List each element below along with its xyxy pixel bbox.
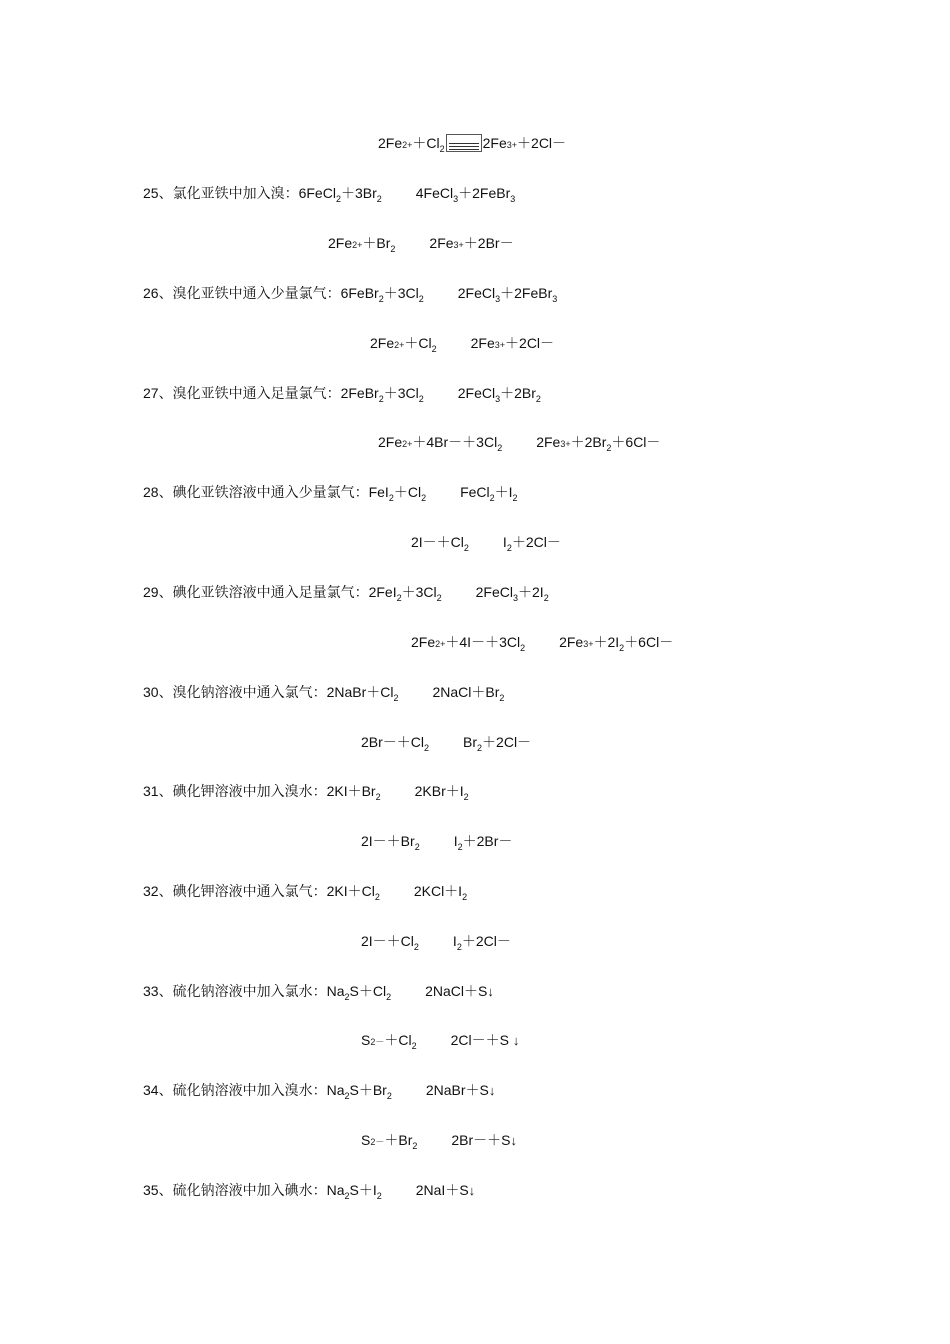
formula-text: 2NaI＋S (415, 1182, 469, 1198)
equation-line (361, 931, 511, 951)
equation-line (143, 1180, 475, 1201)
equation-line (143, 881, 467, 901)
formula-text: ＋2FeBr (458, 185, 511, 201)
formula-text: S (361, 1032, 371, 1048)
formula-text: 2KI＋Cl (326, 883, 375, 899)
item-number: 32、 (143, 883, 173, 899)
equation-line (361, 732, 531, 752)
formula-text: ＋2Br (570, 434, 607, 450)
subscript: 2 (388, 493, 394, 503)
formula-text: ＋2Br－ (462, 833, 513, 849)
subscript: 2 (456, 942, 462, 952)
subscript: 2 (497, 443, 503, 453)
formula-text: 2NaBr＋S (425, 1082, 489, 1098)
formula-text: 2KCl＋I (413, 883, 463, 899)
formula-text: ＋2Br (500, 385, 536, 401)
item-number: 34、 (143, 1082, 173, 1098)
subscript: 2 (344, 992, 350, 1002)
formula-text: ＋I (494, 484, 513, 500)
formula-text: 2FeCl (475, 584, 513, 600)
equation-line (328, 233, 514, 253)
subscript: 2 (378, 294, 384, 304)
subscript: 3 (510, 194, 516, 204)
precipitate-arrow-icon: ↓ (488, 1083, 496, 1098)
formula-text: Na (326, 1082, 345, 1098)
equation-line (143, 183, 515, 203)
charge: 3+ (453, 240, 464, 250)
reaction-label: 碘化钾溶液中加入溴水： (172, 783, 327, 799)
reaction-label: 溴化亚铁中通入足量氯气： (172, 385, 341, 401)
subscript: 2 (463, 792, 469, 802)
equation-line (143, 781, 469, 801)
subscript: 2 (489, 493, 495, 503)
equation-line (143, 283, 557, 303)
subscript: 2 (414, 842, 420, 852)
subscript: 2 (477, 743, 483, 753)
precipitate-arrow-icon: ↓ (510, 1133, 517, 1148)
formula-text: ＋Cl (393, 484, 422, 500)
formula-text: FeI (368, 484, 389, 500)
item-number: 25、 (143, 185, 173, 201)
formula-text: 2FeCl (457, 285, 496, 301)
subscript: 2 (411, 1041, 417, 1051)
subscript: 2 (335, 194, 341, 204)
charge: 3+ (494, 340, 506, 350)
subscript: 2 (344, 1191, 350, 1201)
subscript: 2 (374, 892, 380, 902)
equation-line (143, 482, 518, 502)
formula-text: ＋Cl (384, 1032, 412, 1048)
subscript: 2 (386, 992, 392, 1002)
formula-text: ＋2FeBr (500, 285, 553, 301)
charge: 2－ (370, 1037, 385, 1047)
formula-text: 2Fe (378, 135, 403, 151)
equation-line (361, 831, 512, 851)
subscript: 2 (535, 394, 541, 404)
subscript: 2 (390, 244, 396, 254)
subscript: 3 (552, 294, 558, 304)
charge: 2+ (402, 140, 413, 150)
formula-text: 2Br－＋Cl (361, 734, 425, 750)
subscript: 2 (421, 493, 427, 503)
subscript: 2 (386, 1091, 392, 1101)
formula-text: 2NaBr＋Cl (326, 684, 394, 700)
subscript: 2 (378, 394, 384, 404)
charge: 2+ (352, 240, 363, 250)
reaction-label: 碘化亚铁溶液中通入少量氯气： (172, 484, 369, 500)
reaction-label: 硫化钠溶液中加入氯水： (172, 983, 327, 999)
subscript: 2 (424, 743, 430, 753)
equation-line (361, 1030, 519, 1051)
item-number: 27、 (143, 385, 173, 401)
subscript: 2 (619, 643, 625, 653)
formula-text: 2FeCl (457, 385, 496, 401)
item-number: 26、 (143, 285, 173, 301)
equation-line (143, 1080, 495, 1101)
formula-text: Na (326, 983, 345, 999)
formula-text: ＋Cl (404, 335, 432, 351)
reaction-label: 碘化钾溶液中通入氯气： (172, 883, 327, 899)
formula-text: 2Cl－＋S (450, 1032, 513, 1048)
formula-text: 6FeCl (298, 185, 336, 201)
formula-text: FeCl (460, 484, 490, 500)
formula-text: 4FeCl (415, 185, 454, 201)
charge: 2+ (402, 439, 413, 449)
formula-text: ＋2Br－ (463, 235, 514, 251)
formula-text: 2Fe (370, 335, 395, 351)
reaction-label: 氯化亚铁中加入溴： (172, 185, 299, 201)
charge: 2+ (435, 639, 446, 649)
formula-text: 2I－＋Cl (361, 933, 414, 949)
reaction-label: 硫化钠溶液中加入溴水： (172, 1082, 327, 1098)
formula-text: ＋3Cl (383, 285, 419, 301)
equals-sign-icon (446, 134, 482, 152)
formula-text: 2FeBr (340, 385, 379, 401)
subscript: 2 (506, 543, 512, 553)
item-number: 35、 (143, 1182, 173, 1198)
subscript: 2 (436, 593, 442, 603)
subscript: 2 (606, 443, 612, 453)
formula-text: 2Fe (536, 434, 561, 450)
subscript: 2 (439, 144, 445, 154)
equation-line (143, 682, 504, 702)
reaction-label: 溴化钠溶液中通入氯气： (172, 684, 327, 700)
formula-text: 2Fe (482, 135, 507, 151)
formula-text: S＋Br (349, 1082, 387, 1098)
equation-line (143, 582, 549, 602)
formula-text: ＋4Br－＋3Cl (412, 434, 498, 450)
subscript: 2 (499, 693, 505, 703)
formula-text: ＋2Cl－ (461, 933, 511, 949)
formula-text: I (453, 833, 458, 849)
item-number: 33、 (143, 983, 173, 999)
formula-text: 2Fe (429, 235, 454, 251)
formula-text: Br (463, 734, 478, 750)
subscript: 2 (457, 842, 463, 852)
formula-text: S (361, 1132, 371, 1148)
formula-text: ＋Br (362, 235, 391, 251)
formula-text: 2I－＋Cl (411, 534, 464, 550)
equation-line (361, 1130, 517, 1151)
charge: 3+ (560, 439, 571, 449)
subscript: 2 (512, 493, 518, 503)
equation-line (378, 432, 660, 452)
formula-text: ＋2Cl－ (517, 135, 567, 151)
charge: 3+ (583, 639, 594, 649)
subscript: 3 (495, 294, 501, 304)
equation-line (143, 383, 541, 403)
subscript: 2 (396, 593, 402, 603)
subscript: 3 (513, 593, 519, 603)
formula-text: ＋3Cl (383, 385, 419, 401)
formula-text: I (452, 933, 457, 949)
subscript: 2 (412, 1141, 418, 1151)
formula-text: S＋I (349, 1182, 377, 1198)
reaction-label: 碘化亚铁溶液中通入足量氯气： (172, 584, 369, 600)
subscript: 2 (413, 942, 419, 952)
formula-text: ＋4I－＋3Cl (445, 634, 521, 650)
item-number: 29、 (143, 584, 173, 600)
equation-line (378, 133, 566, 153)
formula-text: 2Fe (559, 634, 584, 650)
subscript: 2 (376, 194, 382, 204)
subscript: 2 (418, 294, 424, 304)
subscript: 2 (376, 1191, 382, 1201)
formula-text: 2Fe (411, 634, 436, 650)
formula-text: ＋2Cl－ (511, 534, 561, 550)
subscript: 2 (520, 643, 526, 653)
formula-text: ＋3Br (340, 185, 377, 201)
formula-text: 2Fe (378, 434, 403, 450)
subscript: 2 (431, 344, 437, 354)
item-number: 31、 (143, 783, 173, 799)
formula-text: 2Br－＋S (451, 1132, 511, 1148)
equation-line (370, 333, 554, 353)
formula-text: ＋6Cl－ (611, 434, 661, 450)
equation-line (411, 532, 561, 552)
reaction-label: 硫化钠溶液中加入碘水： (172, 1182, 327, 1198)
subscript: 2 (462, 892, 468, 902)
formula-text: S＋Cl (349, 983, 387, 999)
formula-text: 2Fe (328, 235, 353, 251)
formula-text: ＋2I (593, 634, 620, 650)
item-number: 30、 (143, 684, 173, 700)
formula-text: Na (326, 1182, 345, 1198)
formula-text: 2I－＋Br (361, 833, 415, 849)
subscript: 2 (418, 394, 424, 404)
equation-line (411, 632, 673, 652)
reaction-label: 溴化亚铁中通入少量氯气： (172, 285, 341, 301)
formula-text: ＋2I (518, 584, 544, 600)
subscript: 2 (344, 1091, 350, 1101)
formula-text: 2NaCl＋S (425, 983, 488, 999)
precipitate-arrow-icon: ↓ (487, 984, 494, 999)
charge: 3+ (506, 140, 518, 150)
formula-text: 6FeBr (340, 285, 379, 301)
formula-text: 2FeI (368, 584, 397, 600)
subscript: 2 (375, 792, 381, 802)
formula-text: ＋Br (384, 1132, 413, 1148)
formula-text: ＋Cl (412, 135, 440, 151)
formula-text: 2Fe (470, 335, 495, 351)
formula-text: ＋6Cl－ (624, 634, 674, 650)
subscript: 3 (453, 194, 459, 204)
subscript: 3 (495, 394, 501, 404)
item-number: 28、 (143, 484, 173, 500)
subscript: 2 (463, 543, 469, 553)
formula-text: ＋3Cl (401, 584, 437, 600)
subscript: 2 (543, 593, 549, 603)
formula-text: ＋2Cl－ (482, 734, 532, 750)
formula-text: 2KI＋Br (326, 783, 376, 799)
equation-line (143, 981, 494, 1002)
formula-text: I (502, 534, 507, 550)
formula-text: 2NaCl＋Br (432, 684, 500, 700)
formula-text: 2KBr＋I (414, 783, 464, 799)
precipitate-arrow-icon: ↓ (512, 1033, 520, 1048)
formula-text: ＋2Cl－ (505, 335, 555, 351)
charge: 2－ (370, 1137, 385, 1147)
precipitate-arrow-icon: ↓ (468, 1183, 476, 1198)
charge: 2+ (394, 340, 405, 350)
subscript: 2 (393, 693, 399, 703)
